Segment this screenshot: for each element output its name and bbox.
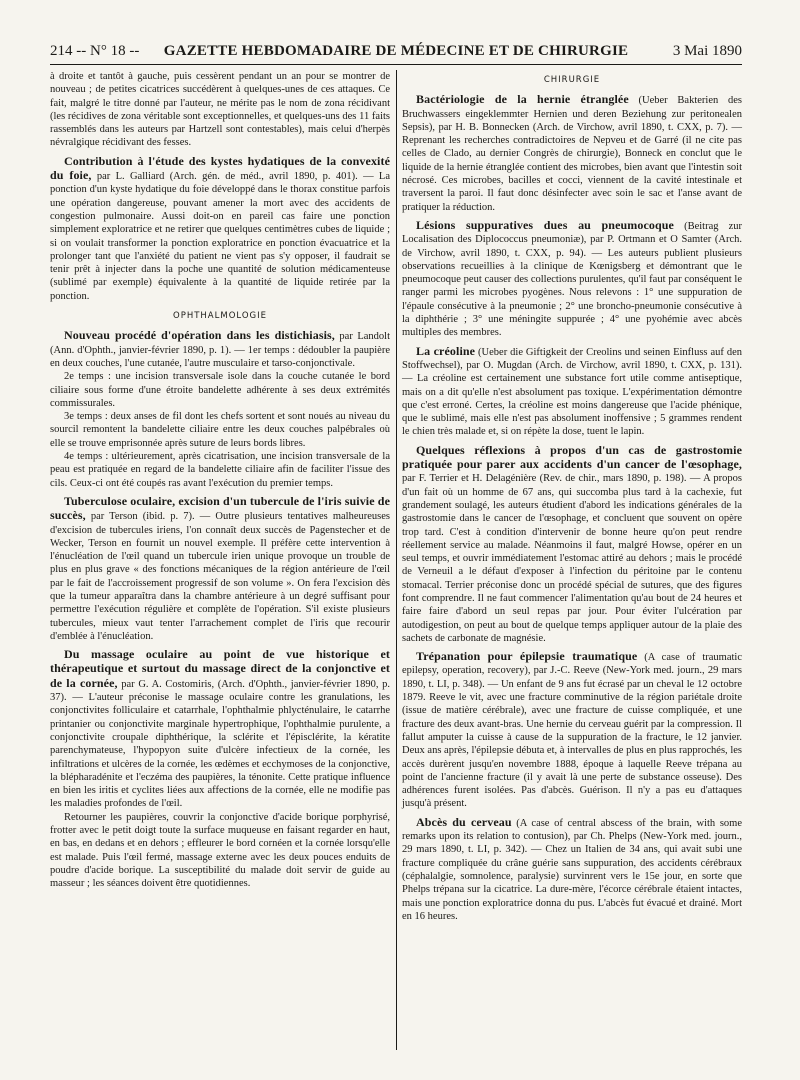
article-paragraph xyxy=(50,495,390,643)
article-paragraph: 2e temps : une incision transversale isole dans la couche cutanée le bord ciliaire sous forme d'une étroite bandelette adhérente à ses deux extrémités commissurales. xyxy=(50,371,390,409)
article-trepanation xyxy=(402,650,742,811)
left-column xyxy=(50,70,390,896)
article-text: à droite et tantôt à gauche, puis cessèrent pendant un an pour se montrer de nouveau ; de petites cicatrices succédèrent à quelques-unes de ces attaques. Ce fait, malgré le titre donné par l'auteur, ne mérite pas le nom de zona récidivant (les récidives de zona véritable sont exceptionnelles, et quelques-uns des 11 faits rassemblés dans les auteurs par Hartzell sont contestables), mais celui d'herpès névralgique récidivant des fesses. xyxy=(50,71,390,149)
running-head xyxy=(50,42,742,65)
article-creoline xyxy=(402,345,742,439)
article-pneumocoque xyxy=(402,219,742,340)
article-paragraph xyxy=(50,155,390,303)
article-paragraph: Retourner les paupières, couvrir la conjonctive d'acide borique porphyrisé, frotter avec le petit doigt toute la surface muqueuse en faisant regarder en haut, en bas, en dedans et en dehors ; effleurer le bord cornéen et la cornée lorsqu'elle est malade. Puis l'œil fermé, massage externe avec les deux pouces enduits de poudre d'acide borique. La susceptibilité du malade doit servir de guide au masseur ; les séances doivent être quotidiennes. xyxy=(50,811,390,890)
article-text: (Beitrag zur Localisation des Diplococcus pneumoniæ), par P. Ortmann et O Samter (Arch. de Virchow, avril 1890, t. CXX, p. 94). — Les auteurs publient plusieurs observations recueillies à la clinique de Kœnigsberg et démontrant que le pneumocoque peut causer des collections purulentes, qu'il faut par conséquent le ranger parmi les microbes pyogènes. Nous relevons : 1° une suppuration de l'épaule consécutive à la pneumonie ; 2° une broncho-pneumonie consécutive à la diphthérie ; 3° une méningite suppurée ; 4° une pyohémie avec abcès multiples des membres. xyxy=(402,220,743,339)
article-title: Contribution à l'étude des kystes hydatiques de la convexité du foie, xyxy=(50,153,390,183)
article-paragraph xyxy=(402,93,742,214)
article-paragraph xyxy=(402,345,742,439)
article-text: par F. Terrier et H. Delagénière (Rev. de chir., mars 1890, p. 198). — A propos d'un fait où un homme de 67 ans, qui succomba plus tard à la cachexie, fut grandement soulagé, les auteurs étudient d'abord les indications générales de la gastrostomie dans le cancer de l'œsophage, et concluent que souvent on opère trop tard. C'est à condition d'intervenir de bonne heure qu'on peut rendre réellement service au malade. Néanmoins il faut, malgré Howse, opérer en un seul temps, et ouvrir immédiatement l'estomac attiré au dehors ; mais le procédé de Verneuil a le défaut d'exposer à l'infection du péritoine par le contenu stomacal. Terrier préconise donc un procédé spécial de sutures, que des figures font comprendre. Il ne faut commencer l'alimentation qu'au bout de 24 heures et faire faire d'abord un seul repas par jour. Pour éviter l'ulcération par autodigestion, on peut au bout de quelque temps appliquer autour de la plaie des sachets de carbonate de magnésie. xyxy=(402,473,742,644)
section-heading: OPHTHALMOLOGIE xyxy=(173,311,267,322)
journal-title: GAZETTE HEBDOMADAIRE DE MÉDECINE ET DE CHIRURGIE xyxy=(163,43,629,59)
article-text: par Landolt (Ann. d'Ophth., janvier-février 1890, p. 1). — 1er temps : dédoubler la paupière en deux couches, l'une cutanée, l'autre musculaire et tarso-conjonctivale. xyxy=(50,331,390,369)
column-divider xyxy=(396,70,397,1050)
article-paragraph xyxy=(50,648,390,811)
section-heading: CHIRURGIE xyxy=(543,75,601,85)
right-column xyxy=(402,70,742,928)
article-text: par Terson (ibid. p. 7). — Outre plusieurs tentatives malheureuses d'excision de tubercules iriens, l'on connaît deux succès de Pagenstecher et de Wecker, Terson en fournit un nouvel exemple. Il préfère cette intervention à l'énucléation de l'œil quand un tubercule irien unique provoque un trouble de plus en plus grave « des fonctions mécaniques de la région antérieure de l'œil par le fait de l'accroissement progressif de son volume ». On fera l'excision dès que la tumeur apparaîtra dans la chambre antérieure à un degré suffisant pour permettre l'exécution régulière et complète de l'opération. S'il existe plusieurs tubercules, mieux vaut tenter l'arrachement complet de l'iris que recourir d'emblée à l'énucléation. xyxy=(50,511,390,642)
article-text: par G. A. Costomiris, (Arch. d'Ophth., janvier-février 1890, p. 37). — L'auteur préconise le massage oculaire contre les granulations, les conjonctivites folliculaire et catarrhale, l'ophthalmie phlycténulaire, le catarrhe printanier ou conjonctivite marginale hypertrophique, l'ophthalmie purulente, a conjonctivite croupale diphthérique, la sclérite et l'épisclérite, la kératite parenchymateuse, l'hypopyon suite d'ulcère infectieux de la cornée, les infiltrations et ulcères de la cornée, les œdèmes et ecchymoses de la conjonctive, la blépharadénite et l'eczéma des paupières, la ténonite. Cette pratique influence en bien les iritis et cyclites liées aux affections de la cornée, elle ne modifie pas les maladies profondes de l'œil. xyxy=(50,678,390,810)
article-gastrostomie xyxy=(402,444,742,645)
article-title: Abcès du cerveau xyxy=(416,814,512,829)
article-paragraph xyxy=(402,650,742,811)
article-text: (A case of central abscess of the brain, with some remarks upon its relation to contusion), par Ch. Phelps (New-York med. journ., 29 mars 1890, t. LI, p. 342). — Chez un Italien de 34 ans, qui avait subi une fracture compliquée du crâne guérie sans suppuration, des accidents cérébraux (céphalalgie, somnolence, paralysie) survinrent vers le 15e jour, en sorte que Phelps trépana sur la cicatrice. La dure-mère, l'écorce cérébrale étaient intactes, mais une ponction exploratrice donna du pus. L'abcès fut évacué et drainé. Mort en 16 heures. xyxy=(402,817,742,922)
page-number: 214 -- N° 18 -- xyxy=(50,43,140,59)
issue-date: 3 Mai 1890 xyxy=(672,43,742,59)
article-paragraph: 4e temps : ultérieurement, après cicatrisation, une incision transversale de la peau est pratiquée en regard de la bandelette ciliaire afin de faciliter l'issue des cils. Ceux-ci ont été coupés ras avant l'exécution du premier temps. xyxy=(50,451,390,489)
article-text: (Ueber Bakterien des Bruchwassers eingeklemmter Hernien und deren Beziehung zur peritonealen Sepsis), par H. B. Bonnecken (Arch. de Virchow, avril 1890, t. CXX, p. 7). — Reprenant les recherches contradictoires de Nepveu et de Garré (il ne cite pas celles de Clado, au dernier Congrès de chirurgie), Bonneck en conclut que le liquide de la hernie étranglée contient des microbes, bien avant que l'intestin soit nécrosé. Ces microbes, bacilles et cocci, viennent de la cavité intestinale et traversent la paroi. Il faut donc désinfecter avec soin le sac et l'anse avant de pratiquer la réduction. xyxy=(402,95,742,213)
article-text: (Ueber die Giftigkeit der Creolins und seinen Einfluss auf den Stoffwechsel), par O. Mugdan (Arch. de Virchow, avril 1890, t. CXX, p. 131). — La créoline est certainement une substance fort utile comme antiseptique, mais on a dit qu'elle n'est absolument pas toxique. L'expérimentation démontre que c'est erroné. Certes, la créoline est moins dangereuse que l'acide phénique, que le sublimé, mais elle n'est pas absolument inoffensive ; 5 grammes rendent le chien très malade et, si on répète la dose, tuent le lapin. xyxy=(402,346,742,438)
article-title: Trépanation pour épilepsie traumatique xyxy=(416,649,638,664)
article-continuation xyxy=(50,70,390,150)
article-title: Tuberculose oculaire, excision d'un tubercule de l'iris suivie de succès, xyxy=(50,493,390,523)
article-hernie-etranglee xyxy=(402,93,742,214)
article-paragraph: 3e temps : deux anses de fil dont les chefs sortent et sont noués au niveau du sourcil remontent la bandelette ciliaire entre les deux couches palpébrales où elle se trouve emprisonnée après suture de leurs bords libres. xyxy=(50,411,390,449)
article-paragraph xyxy=(402,444,742,645)
article-tuberculose-oculaire xyxy=(50,495,390,643)
article-title: Lésions suppuratives dues au pneumocoque xyxy=(416,217,674,232)
article-paragraph xyxy=(50,329,390,370)
article-paragraph xyxy=(402,219,742,340)
article-title: Nouveau procédé d'opération dans les distichiasis, xyxy=(64,328,335,343)
article-abces-cerveau xyxy=(402,816,742,923)
article-title: La créoline xyxy=(416,343,476,358)
article-distichiasis xyxy=(50,329,390,490)
article-massage-oculaire xyxy=(50,648,390,890)
article-title: Bactériologie de la hernie étranglée xyxy=(416,92,629,107)
article-kystes-hydatiques xyxy=(50,155,390,303)
article-paragraph xyxy=(402,816,742,923)
article-title: Du massage oculaire au point de vue historique et thérapeutique et surtout du massage direct de la conjonctive et de la cornée, xyxy=(50,647,390,690)
article-text: (A case of traumatic epilepsy, operation, recovery), par J.-C. Reeve (New-York med. journ., 29 mars 1890, t. LI, p. 348). — Un enfant de 9 ans fut écrasé par un cheval le 12 octobre 1879. Reeve le vit, avec une fracture comminutive de la région pariétale droite (issue de matière cérébrale), avec une fracture de cuisse compliquée, et une fracture des deux avant-bras. Une hernie du cerveau guérit par la compression. Il fallut amputer la cuisse à cause de la suppuration de la fracture, le 12 janvier. Deux ans après, l'épilepsie débuta et, à intervalles de plus en plus rapprochés, les accès durèrent jusqu'en novembre 1888, époque à laquelle Reeve trépana au point de l'ancienne fracture (il y avait là une perte de substance osseuse). Des adhérences furent isolées. Pas d'abcès. Guérison. Il n'y a pas eu d'attaques jusqu'à présent. xyxy=(402,652,742,810)
article-text: par L. Galliard (Arch. gén. de méd., avril 1890, p. 401). — La ponction d'un kyste hydatique du foie développé dans le thorax constitue parfois une opération dangereuse, pouvant amener la mort avec des accidents de congestion pulmonaire. Aussi doit-on en pareil cas faire une ponction simplement exploratrice et ne retirer que quelques centimètres cubes de liquide ; si on voulait transformer la ponction exploratrice en ponction évacuatrice et la prolonger tant que l'anxiété du patient ne vient pas s'y opposer, il faudrait se tenir prêt à injecter dans la poche une quantité de solution médicamenteuse (sublimé par exemple) équivalente à la quantité de liquide retirée par la ponction. xyxy=(50,171,390,302)
article-title: Quelques réflexions à propos d'un cas de gastrostomie pratiquée pour parer aux accidents d'un cancer de l'œsophage, xyxy=(402,442,742,472)
